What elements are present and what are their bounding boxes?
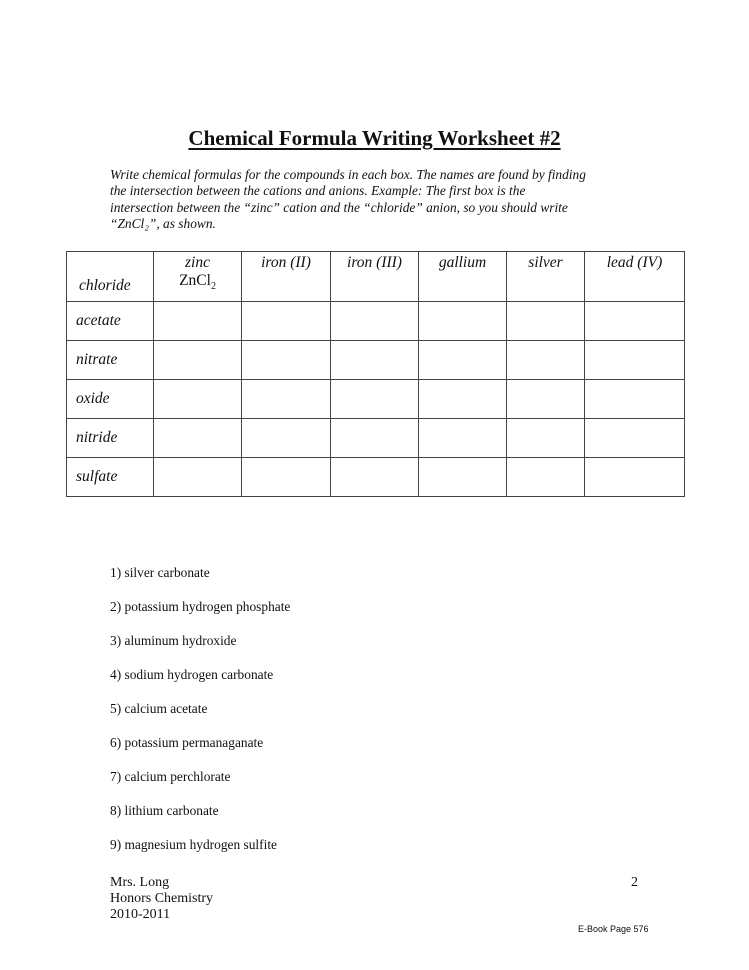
row-label-nitrate: nitrate: [67, 341, 154, 380]
row-label-chloride: chloride: [67, 252, 154, 302]
column-header-silver: silver: [507, 252, 585, 302]
answer-cell[interactable]: [585, 458, 685, 497]
question-item: 8) lithium carbonate: [110, 803, 219, 818]
teacher-name: Mrs. Long: [110, 875, 170, 890]
answer-cell[interactable]: [419, 341, 507, 380]
table-row: [67, 458, 685, 497]
answer-cell[interactable]: [507, 380, 585, 419]
question-item: 6) potassium permanaganate: [110, 735, 264, 750]
answer-cell[interactable]: [419, 458, 507, 497]
answer-cell[interactable]: [585, 380, 685, 419]
instructions-line: Write chemical formulas for the compounds in each box. The names are found by finding: [110, 167, 586, 182]
question-item: 1) silver carbonate: [110, 565, 210, 580]
ebook-page-label: E-Book Page 576: [578, 924, 649, 934]
answer-cell[interactable]: [242, 341, 331, 380]
answer-cell[interactable]: [242, 380, 331, 419]
answer-cell[interactable]: [154, 302, 242, 341]
answer-cell[interactable]: [331, 419, 419, 458]
answer-cell[interactable]: [154, 458, 242, 497]
column-header-gallium: gallium: [419, 252, 507, 302]
column-header-zinc: [154, 252, 242, 302]
question-item: 4) sodium hydrogen carbonate: [110, 667, 274, 682]
answer-cell[interactable]: [419, 419, 507, 458]
question-item: 5) calcium acetate: [110, 701, 208, 716]
column-header-lead-iv: lead (IV): [585, 252, 685, 302]
question-item: 7) calcium perchlorate: [110, 769, 231, 784]
table-row: [67, 380, 685, 419]
answer-cell[interactable]: [507, 419, 585, 458]
footer-author: [110, 875, 213, 923]
instructions: [110, 167, 650, 233]
row-label-oxide: oxide: [67, 380, 154, 419]
answer-cell[interactable]: [585, 419, 685, 458]
answer-cell[interactable]: [419, 380, 507, 419]
page-number: 2: [631, 875, 638, 890]
school-year: 2010-2011: [110, 907, 171, 922]
instructions-line: the intersection between the cations and anions. Example: The first box is the: [110, 183, 526, 199]
answer-cell[interactable]: [507, 458, 585, 497]
column-header-iron-ii: iron (II): [242, 252, 331, 302]
answer-cell[interactable]: [507, 341, 585, 380]
header-row: [67, 252, 685, 302]
answer-cell[interactable]: [331, 302, 419, 341]
formula-grid: [66, 251, 685, 497]
answer-cell[interactable]: [331, 341, 419, 380]
answer-cell[interactable]: [242, 458, 331, 497]
answer-cell[interactable]: [419, 302, 507, 341]
row-label-nitride: nitride: [67, 419, 154, 458]
column-header-iron-iii: iron (III): [331, 252, 419, 302]
instructions-line: intersection between the “zinc” cation and the “chloride” anion, so you should write: [110, 199, 568, 215]
answer-cell[interactable]: [585, 302, 685, 341]
answer-cell[interactable]: [242, 302, 331, 341]
row-label-acetate: acetate: [67, 302, 154, 341]
table-row: [67, 302, 685, 341]
cation-label: zinc: [185, 254, 210, 271]
table-row: [67, 341, 685, 380]
example-answer: ZnCl$_2$: [179, 272, 216, 293]
answer-cell[interactable]: [242, 419, 331, 458]
table-row: [67, 419, 685, 458]
answer-cell[interactable]: [154, 380, 242, 419]
row-label-sulfate: sulfate: [67, 458, 154, 497]
instructions-line: “ZnCl₂”, as shown.: [110, 216, 216, 232]
answer-cell[interactable]: [585, 341, 685, 380]
answer-cell[interactable]: [507, 302, 585, 341]
answer-cell[interactable]: [154, 341, 242, 380]
question-item: 9) magnesium hydrogen sulfite: [110, 837, 277, 852]
answer-cell[interactable]: [154, 419, 242, 458]
answer-cell[interactable]: [331, 458, 419, 497]
question-item: 3) aluminum hydroxide: [110, 633, 237, 648]
answer-cell[interactable]: [331, 380, 419, 419]
question-item: 2) potassium hydrogen phosphate: [110, 599, 291, 614]
worksheet-title: Chemical Formula Writing Worksheet #2: [188, 126, 561, 150]
course-name: Honors Chemistry: [110, 891, 214, 906]
